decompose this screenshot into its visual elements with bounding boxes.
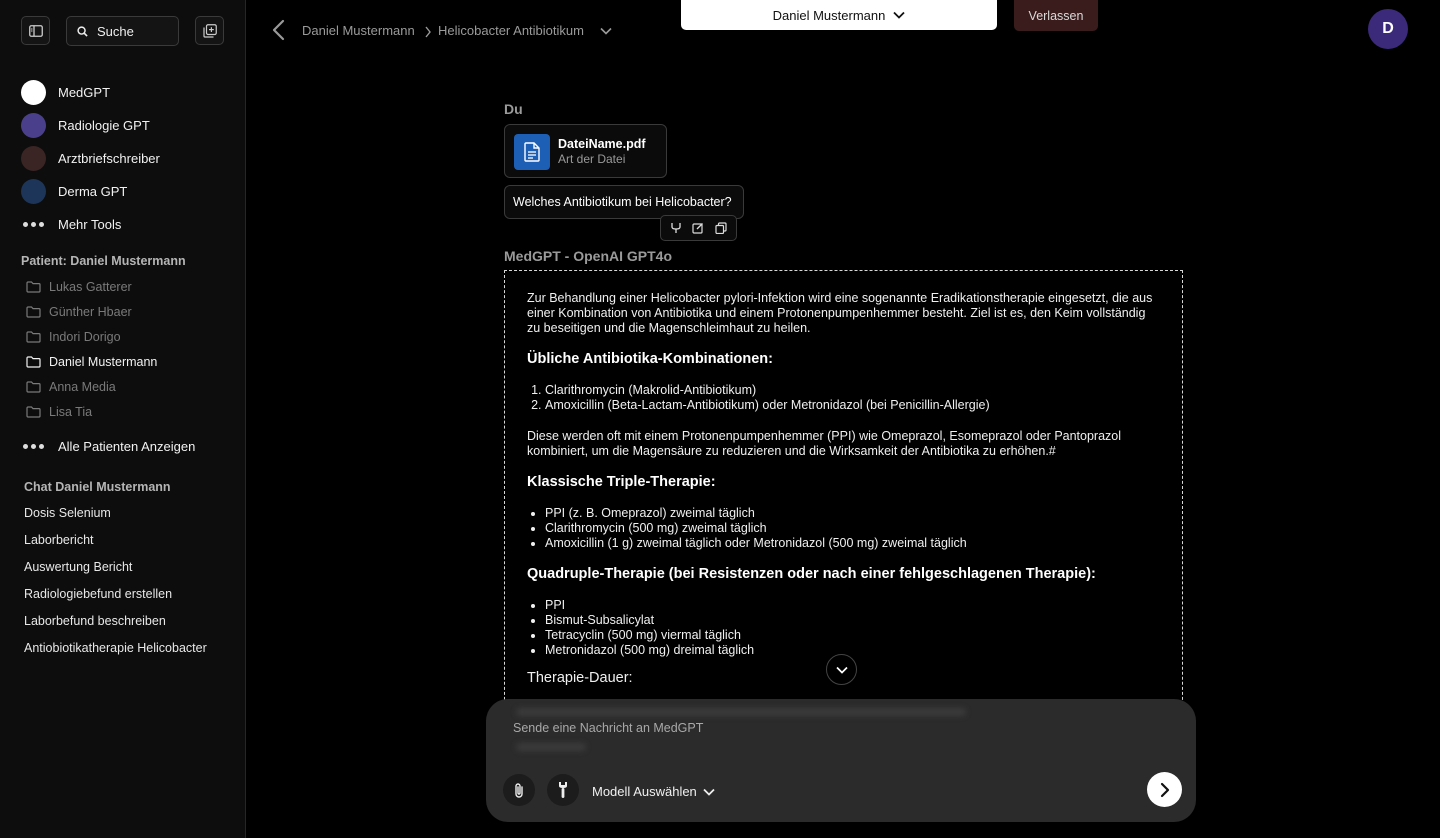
file-type: Art der Datei xyxy=(558,152,626,166)
patient-label: Günther Hbaer xyxy=(49,305,132,319)
list-item: • PPI (z. B. Omeprazol) zweimal täglich xyxy=(545,506,1160,521)
leave-button[interactable]: Verlassen xyxy=(1014,0,1098,31)
blurred-overflow xyxy=(516,708,966,716)
list-item: • Bismut-Subsalicylat xyxy=(545,613,1160,628)
patient-label: Lisa Tia xyxy=(49,405,93,419)
patient-label: Daniel Mustermann xyxy=(49,355,158,369)
patient-item-daniel-mustermann[interactable] xyxy=(26,354,157,370)
chevron-right-icon xyxy=(1160,782,1170,798)
folder-icon xyxy=(26,356,41,368)
list-item: • PPI xyxy=(545,598,1160,613)
chevron-left-icon xyxy=(270,19,288,41)
file-name: DateiName.pdf xyxy=(558,137,646,151)
patient-label: Anna Media xyxy=(49,380,116,394)
breadcrumb-separator-icon xyxy=(424,26,432,38)
user-message: Welches Antibiotikum bei Helicobacter? xyxy=(504,185,744,219)
sidebar xyxy=(0,0,246,838)
answer-list xyxy=(545,506,1160,551)
list-item: • Clarithromycin (500 mg) zweimal täglich xyxy=(545,521,1160,536)
avatar[interactable]: D xyxy=(1368,9,1408,49)
list-item: • Tetracyclin (500 mg) viermal täglich xyxy=(545,628,1160,643)
patient-item-lukas-gatterer[interactable] xyxy=(26,279,132,295)
more-icon xyxy=(21,222,46,227)
message-toolbar xyxy=(660,215,737,241)
chat-item[interactable]: Laborbericht xyxy=(24,533,94,547)
model-select-label: Modell Auswählen xyxy=(592,784,697,799)
chat-item[interactable]: Laborbefund beschreiben xyxy=(24,614,166,628)
answer-heading: Klassische Triple-Therapie: xyxy=(527,474,716,490)
search-icon xyxy=(77,26,88,37)
wrench-icon xyxy=(557,781,569,799)
tool-item-medgpt[interactable] xyxy=(21,80,110,105)
patient-item-anna-media[interactable] xyxy=(26,379,116,395)
file-attachment[interactable] xyxy=(504,124,667,178)
tool-label: Derma GPT xyxy=(58,184,128,199)
chat-item[interactable]: Antiobiotikatherapie Helicobacter xyxy=(24,641,207,655)
answer-heading: Quadruple-Therapie (bei Resistenzen oder nach einer fehlgeschlagenen Therapie): xyxy=(527,566,1096,582)
chevron-down-icon xyxy=(703,788,715,796)
list-item: • Metronidazol (500 mg) dreimal täglich xyxy=(545,643,1160,658)
folder-icon xyxy=(26,406,41,418)
sidebar-icon xyxy=(29,25,43,37)
more-tools-label: Mehr Tools xyxy=(58,217,122,232)
chevron-down-icon xyxy=(893,11,905,19)
sidebar-top xyxy=(21,16,224,46)
list-item: 2. Amoxicillin (Beta-Lactam-Antibiotikum) oder Metronidazol (bei Penicillin-Allergie) xyxy=(545,398,1160,413)
chevron-down-icon xyxy=(836,666,848,674)
folder-icon xyxy=(26,281,41,293)
search-button[interactable] xyxy=(66,16,179,46)
toggle-sidebar-button[interactable] xyxy=(21,16,50,45)
patient-item-guenther-hbaer[interactable] xyxy=(26,304,132,320)
user-role-label: Du xyxy=(504,101,523,117)
chevron-down-icon[interactable] xyxy=(600,27,612,35)
model-select[interactable] xyxy=(592,784,715,799)
new-chat-button[interactable] xyxy=(195,16,224,45)
user-select-label: Daniel Mustermann xyxy=(772,7,886,23)
chat-item[interactable]: Dosis Selenium xyxy=(24,506,111,520)
tool-item-radiologie-gpt[interactable] xyxy=(21,113,150,138)
user-select[interactable] xyxy=(681,0,997,30)
list-item: 1. Clarithromycin (Makrolid-Antibiotikum) xyxy=(545,383,1160,398)
arztbriefschreiber-logo-icon xyxy=(21,146,46,171)
answer-list xyxy=(545,598,1160,658)
answer-ordered-list xyxy=(545,383,1160,413)
back-button[interactable] xyxy=(270,19,288,46)
edit-icon[interactable] xyxy=(692,222,704,234)
blurred-overflow xyxy=(516,743,586,751)
patient-label: Indori Dorigo xyxy=(49,330,121,344)
patient-item-indori-dorigo[interactable] xyxy=(26,329,121,345)
tool-label: Arztbriefschreiber xyxy=(58,151,160,166)
answer-heading: Übliche Antibiotika-Kombinationen: xyxy=(527,351,773,367)
tool-label: Radiologie GPT xyxy=(58,118,150,133)
all-patients-label: Alle Patienten Anzeigen xyxy=(58,439,196,454)
derma-gpt-logo-icon xyxy=(21,179,46,204)
answer-intro: Zur Behandlung einer Helicobacter pylori-Infektion wird eine sogenannte Eradikationstherapie eingesetzt, die aus einer Kombination von Antibiotika und einem Protonenpumpenhemmer besteht. Ziel ist es, den Keim vollständig zu beseitigen und die Magenschleimhaut zu heilen. xyxy=(527,291,1153,335)
radiologie-gpt-logo-icon xyxy=(21,113,46,138)
message-composer[interactable] xyxy=(486,699,1196,822)
assistant-role-label: MedGPT - OpenAI GPT4o xyxy=(504,248,673,264)
document-icon xyxy=(514,134,550,170)
chat-section-title: Chat Daniel Mustermann xyxy=(24,480,171,494)
medgpt-logo-icon xyxy=(21,80,46,105)
copy-icon[interactable] xyxy=(715,222,727,234)
answer-paragraph: Diese werden oft mit einem Protonenpumpenhemmer (PPI) wie Omeprazol, Esomeprazol oder Pantoprazol kombiniert, um die Magensäure zu reduzieren und die Wirksamkeit der Antibiotika zu erhöhen.# xyxy=(527,429,1122,458)
patient-label: Lukas Gatterer xyxy=(49,280,132,294)
attach-button[interactable] xyxy=(503,774,535,806)
tool-item-derma-gpt[interactable] xyxy=(21,179,127,204)
more-icon xyxy=(21,444,46,449)
folder-icon xyxy=(26,331,41,343)
folder-icon xyxy=(26,306,41,318)
scroll-down-button[interactable] xyxy=(826,654,857,685)
paperclip-icon xyxy=(513,782,525,799)
patient-item-lisa-tia[interactable] xyxy=(26,404,92,420)
tools-button[interactable] xyxy=(547,774,579,806)
chat-item[interactable]: Auswertung Bericht xyxy=(24,560,133,574)
answer-heading: Therapie-Dauer: xyxy=(527,670,633,686)
breadcrumb-chat[interactable]: Helicobacter Antibiotikum xyxy=(438,23,584,38)
search-label: Suche xyxy=(97,23,134,39)
send-button[interactable] xyxy=(1147,772,1182,807)
chat-item[interactable]: Radiologiebefund erstellen xyxy=(24,587,173,601)
list-item: • Amoxicillin (1 g) zweimal täglich oder Metronidazol (500 mg) zweimal täglich xyxy=(545,536,1160,551)
branch-icon[interactable] xyxy=(670,222,682,234)
tool-label: MedGPT xyxy=(58,85,111,100)
more-tools-button[interactable] xyxy=(21,212,121,237)
message-input[interactable]: Sende eine Nachricht an MedGPT xyxy=(513,721,704,735)
all-patients-button[interactable] xyxy=(21,434,195,459)
breadcrumb-patient[interactable]: Daniel Mustermann xyxy=(302,23,415,38)
folder-icon xyxy=(26,381,41,393)
new-chat-icon xyxy=(203,24,217,38)
patient-section-title: Patient: Daniel Mustermann xyxy=(21,254,186,268)
tool-item-arztbriefschreiber[interactable] xyxy=(21,146,160,171)
